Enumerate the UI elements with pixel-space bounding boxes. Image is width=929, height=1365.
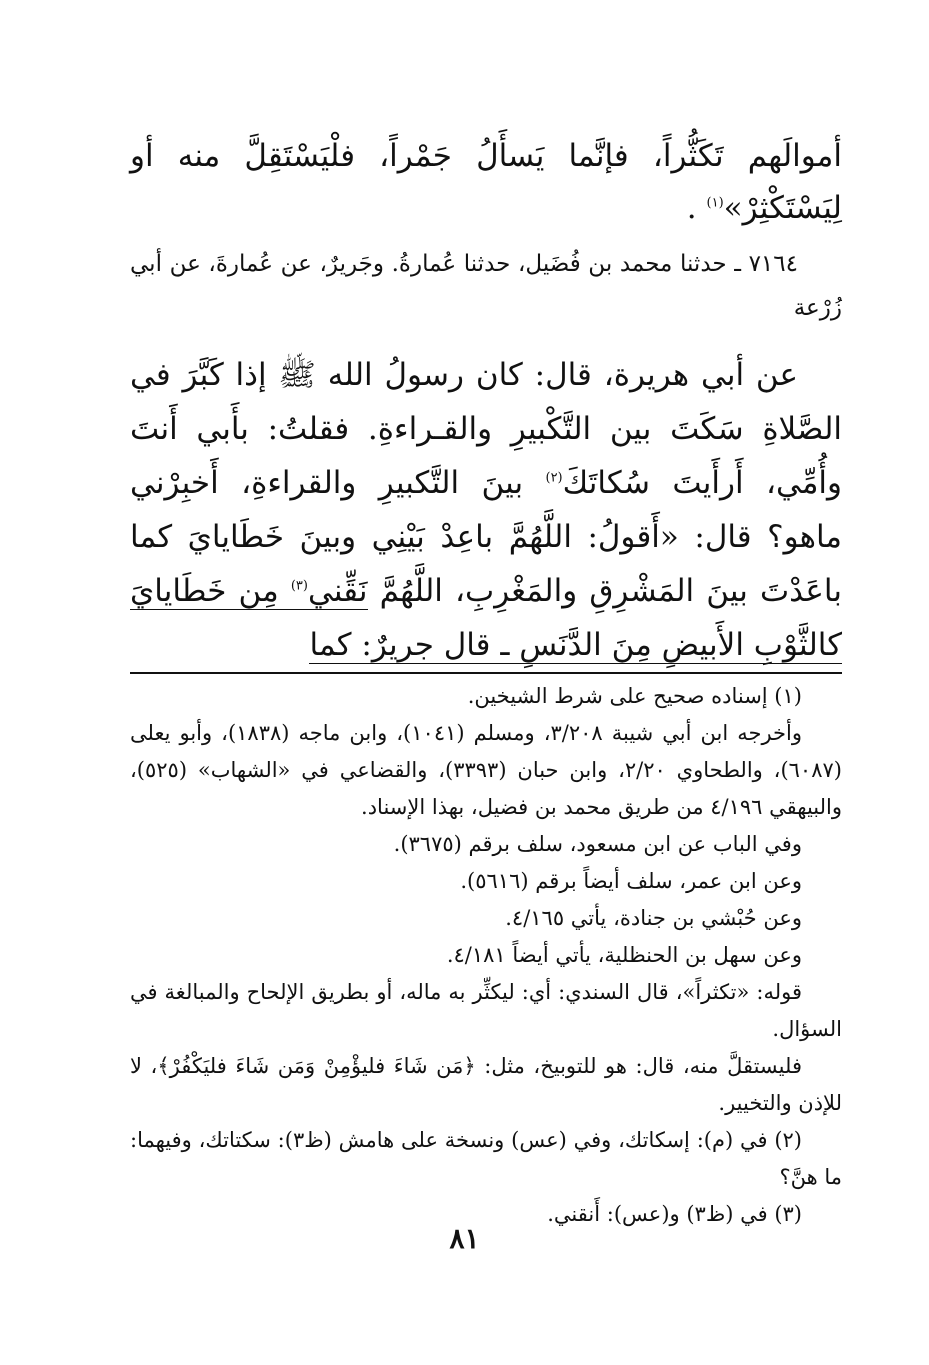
hadith-body-part4: مِن خَطَايايَ كالثَّوْبِ الأَبيضِ مِنَ الدَّنَسِ ـ قال جريرٌ: كما xyxy=(130,573,842,663)
footnote-1-tawbikh: فليستقلَّ منه، قال: هو للتوبيخ، مثل: ﴿مَن شَاءَ فليؤْمِنْ وَمَن شَاءَ فليَكْفُرْ﴾، لا للإذن والتخيير. xyxy=(130,1053,842,1115)
footnote-2: (٢) في (م): إسكاتك، وفي (عس) ونسخة على هامش (ظ٣): سكتاتك، وفيهما: ما هنَّ؟ xyxy=(130,1127,842,1189)
footnote-1-sahl: وعن سهل بن الحنظلية، يأتي أيضاً ٤/١٨١. xyxy=(446,942,802,967)
footnote-1-ibn-umar: وعن ابن عمر، سلف أيضاً برقم (٥٦١٦). xyxy=(460,868,802,893)
hadith-body-part1: عن أبي هريرة، قال: كان رسولُ الله ﷺ إذا كَبَّرَ في الصَّلاةِ سَكَتَ بين التَّكْبيرِ والقـراءةِ. فقلتُ: بأَبي أَنتَ وأُمِّي، أَرأَيتَ سُكاتَكَ xyxy=(130,357,843,501)
footnotes xyxy=(130,678,842,1233)
footnote-3: (٣) في (ظ٣) و(عس): أَنقني. xyxy=(547,1201,802,1226)
page-number: ٨١ xyxy=(449,1222,480,1255)
footnote-1-sindi: قوله: «تكثراً»، قال السندي: أي: ليكثِّر به ماله، أو بطريق الإلحاح والمبالغة في السؤال. xyxy=(130,979,842,1041)
hadith-body xyxy=(130,348,842,672)
hadith-body-part3: نَقِّني xyxy=(307,573,368,609)
hadith-header: ٧١٦٤ ـ حدثنا محمد بن فُضَيل، حدثنا عُمارةُ. وجَريرٌ، عن عُمارةَ، عن أبي زُرْعة xyxy=(130,251,842,321)
page-content xyxy=(130,130,842,1233)
footnote-ref-1: (١) xyxy=(706,195,724,211)
footnote-ref-2: (٢) xyxy=(545,470,563,486)
footnote-1-grading: (١) إسناده صحيح على شرط الشيخين. xyxy=(467,683,802,708)
footnote-1-bab: وفي الباب عن ابن مسعود، سلف برقم (٣٦٧٥). xyxy=(393,831,802,856)
continuation-text: أموالَهم تَكَثُّراً، فإنَّما يَسأَلُ جَمْراً، فلْيَسْتَقِلَّ منه أو لِيَسْتَكْثِرْ» xyxy=(130,138,842,226)
hadith-continuation xyxy=(130,130,842,234)
footnote-ref-3: (٣) xyxy=(290,578,308,594)
footnote-separator xyxy=(130,672,842,674)
continuation-end: . xyxy=(686,190,697,226)
footnote-1-hubshi: وعن حُبْشي بن جنادة، يأتي ٤/١٦٥. xyxy=(505,905,802,930)
hadith-body-part2: بينَ التَّكبيرِ والقراءةِ، أَخبِرْني ماهو؟ قال: «أَقولُ: اللَّهُمَّ باعِدْ بَيْنِي وبينَ خَطَايايَ كما باعَدْتَ بينَ المَشْرِقِ والمَغْرِبِ، اللَّهُمَّ xyxy=(130,465,842,609)
footnote-1-takhrij: وأخرجه ابن أبي شيبة ٣/٢٠٨، ومسلم (١٠٤١)، وابن ماجه (١٨٣٨)، وأبو يعلى (٦٠٨٧)، والطحاوي ٢/٢٠، وابن حبان (٣٣٩٣)، والقضاعي في «الشهاب» (٥٢٥)، والبيهقي ٤/١٩٦ من طريق محمد بن فضيل، بهذا الإسناد. xyxy=(130,720,842,819)
